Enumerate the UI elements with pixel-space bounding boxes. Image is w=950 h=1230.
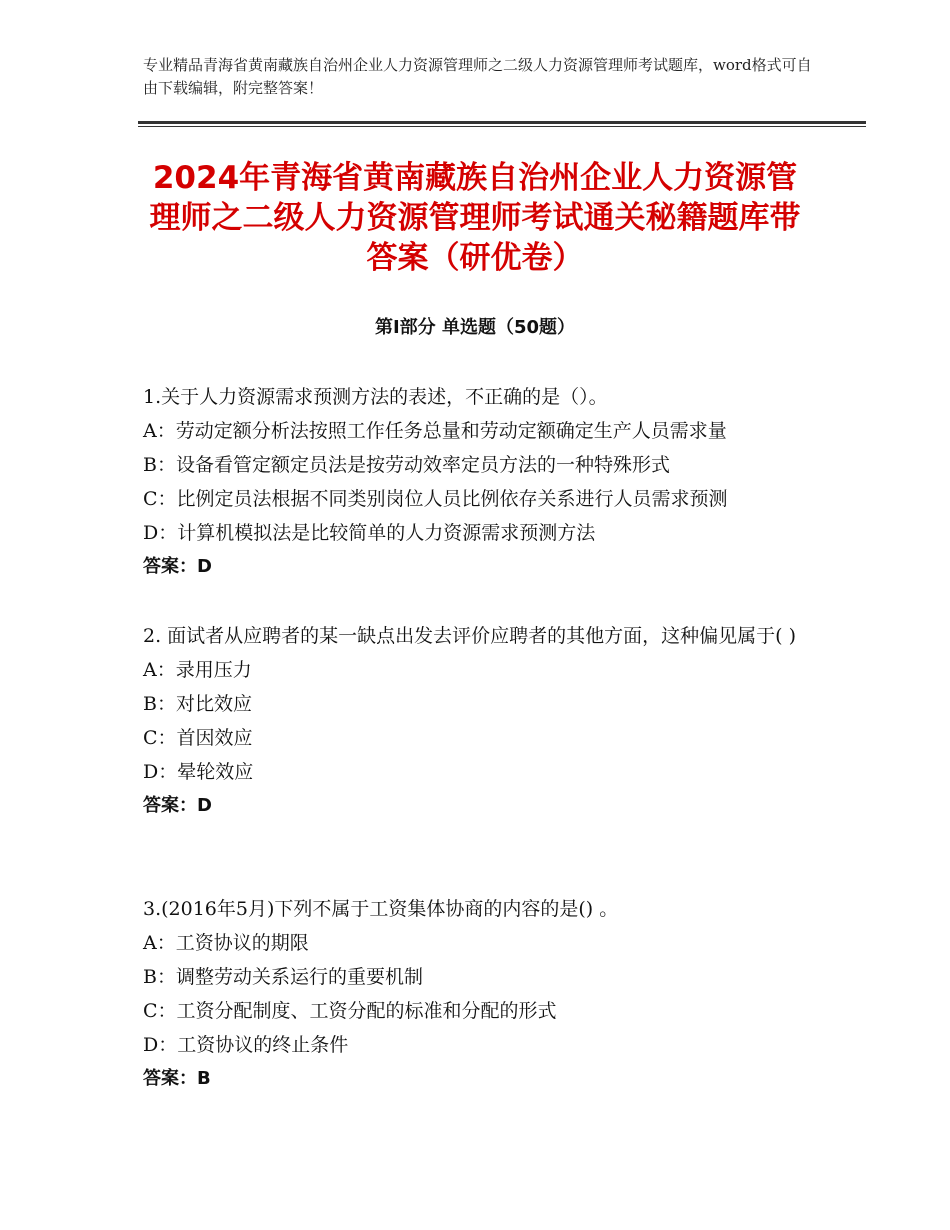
question-stem: 2. 面试者从应聘者的某一缺点出发去评价应聘者的其他方面，这种偏见属于( ) [143,625,797,647]
answer: 答案：D [143,795,212,816]
option-b: B：设备看管定额定员法是按劳动效率定员方法的一种特殊形式 [143,454,670,476]
document-title: 2024年青海省黄南藏族自治州企业人力资源管理师之二级人力资源管理师考试通关秘籍题库带答案（研优卷） [149,160,801,276]
header-rule-thin [138,126,866,127]
option-c: C：比例定员法根据不同类别岗位人员比例依存关系进行人员需求预测 [143,488,728,510]
question-3 [143,892,811,1096]
option-a: A：劳动定额分析法按照工作任务总量和劳动定额确定生产人员需求量 [143,420,727,442]
option-d: D：工资协议的终止条件 [143,1034,349,1056]
option-c: C：工资分配制度、工资分配的标准和分配的形式 [143,1000,557,1022]
option-a: A：录用压力 [143,659,252,681]
option-c: C：首因效应 [143,727,253,749]
answer: 答案：D [143,556,212,577]
question-2 [143,619,811,823]
option-a: A：工资协议的期限 [143,932,309,954]
option-d: D：计算机模拟法是比较简单的人力资源需求预测方法 [143,522,596,544]
header-note: 专业精品青海省黄南藏族自治州企业人力资源管理师之二级人力资源管理师考试题库，word格式可自由下载编辑，附完整答案！ [143,56,812,97]
option-b: B：对比效应 [143,693,252,715]
section-title: 第Ⅰ部分 单选题（50题） [374,317,575,338]
question-stem: 1.关于人力资源需求预测方法的表述，不正确的是（）。 [143,386,608,408]
header-rule-thick [138,121,866,124]
question-stem: 3.(2016年5月)下列不属于工资集体协商的内容的是() 。 [143,898,619,920]
option-b: B：调整劳动关系运行的重要机制 [143,966,423,988]
question-1 [143,380,811,584]
answer: 答案：B [143,1068,211,1089]
option-d: D：晕轮效应 [143,761,254,783]
